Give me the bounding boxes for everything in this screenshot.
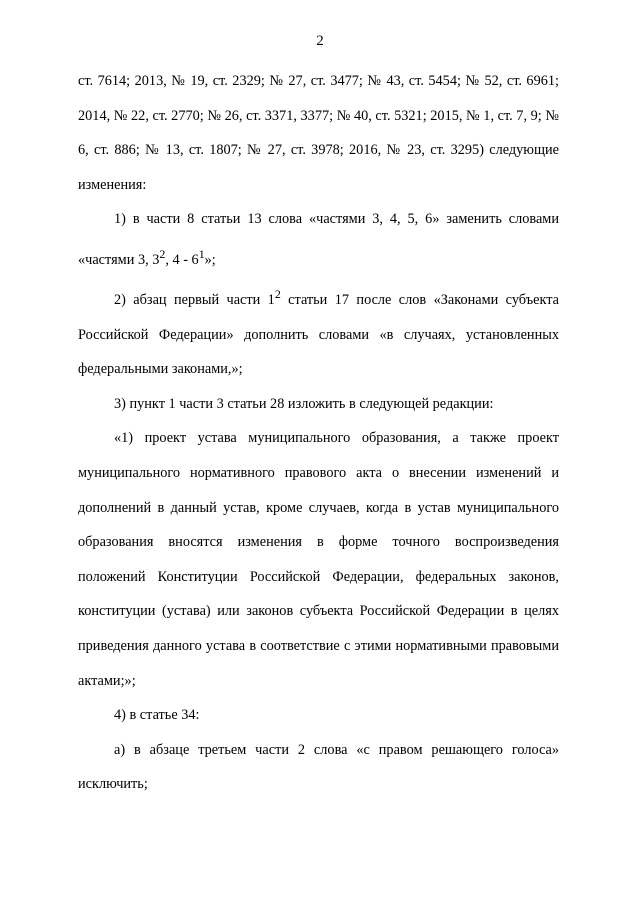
paragraph-5: «1) проект устава муниципального образования, а также проект муниципального нормативного правового акта о внесении изменений и дополнений в данный устав, кроме случаев, когда в устав муниципального образования вносятся изменения в форме точного воспроизведения положений Конституции Российской Федерации, федеральных законов, конституции (устава) или законов субъекта Российской Федерации в целях приведения данного устава в соответствие с этими нормативными правовыми актами;»;: [78, 430, 559, 689]
paragraph-1: ст. 7614; 2013, № 19, ст. 2329; № 27, ст. 3477; № 43, ст. 5454; № 52, ст. 6961; 2014, № 22, ст. 2770; № 26, ст. 3371, 3377; № 40, ст. 5321; 2015, № 1, ст. 7, 9; № 6, ст. 886; № 13, ст. 1807; № 27, ст. 3978; 2016, № 23, ст. 3295) следующие изменения:: [78, 73, 559, 193]
paragraph-6: 4) в статье 34:: [114, 707, 200, 724]
paragraph-7: а) в абзаце третьем части 2 слова «с правом решающего голоса» исключить;: [78, 741, 559, 793]
paragraph-4: 3) пункт 1 части 3 статьи 28 изложить в следующей редакции:: [114, 395, 494, 412]
paragraph-2: 1) в части 8 статьи 13 слова «частями 3, 4, 5, 6» заменить словами «частями 3, $3^2$, $4 - 6^1$»;: [78, 211, 559, 268]
paragraph-3: 2) абзац первый части $1^2$ статьи 17 после слов «Законами субъекта Российской Федерации» дополнить словами «в случаях, установленных федеральными законами,»;: [78, 287, 559, 378]
document-body: [78, 64, 559, 802]
page-number: 2: [316, 33, 324, 49]
